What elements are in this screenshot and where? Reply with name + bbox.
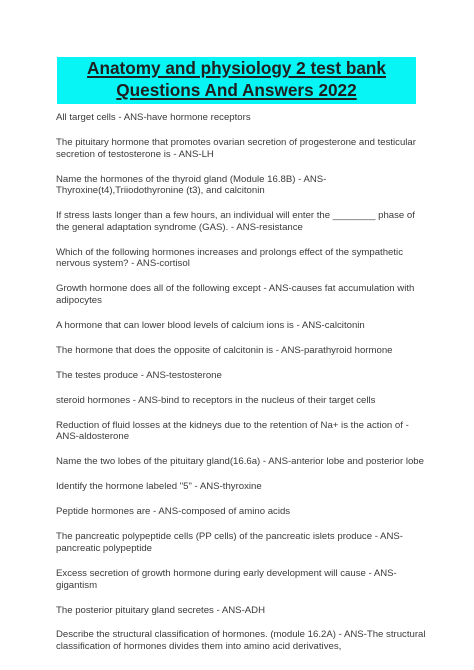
question-answer-item: Growth hormone does all of the following except - ANS-causes fat accumulation with adipocytes <box>56 283 415 306</box>
question-answer-item: The pancreatic polypeptide cells (PP cells) of the pancreatic islets produce - ANS-pancreatic polypeptide <box>56 531 403 554</box>
question-answer-item: Which of the following hormones increases and prolongs effect of the sympathetic nervous system? - ANS-cortisol <box>56 246 403 270</box>
question-answer-item: The posterior pituitary gland secretes - ANS-ADH <box>56 604 266 616</box>
question-answer-item: If stress lasts longer than a few hours, an individual will enter the ________ phase of the general adaptation syndrome (GAS). - ANS-resistance <box>56 210 415 233</box>
question-answer-item: The testes produce - ANS-testosterone <box>56 369 222 381</box>
question-answer-item: Identify the hormone labeled "5" - ANS-thyroxine <box>56 481 262 493</box>
question-answer-item: The hormone that does the opposite of calcitonin is - ANS-parathyroid hormone <box>56 344 393 356</box>
question-answer-item: A hormone that can lower blood levels of calcium ions is - ANS-calcitonin <box>56 319 365 331</box>
question-answer-item: Name the two lobes of the pituitary gland(16.6a) - ANS-anterior lobe and posterior lobe <box>56 456 424 468</box>
question-answer-item: Excess secretion of growth hormone during early development will cause - ANS-gigantism <box>56 567 397 591</box>
question-answer-item: Peptide hormones are - ANS-composed of amino acids <box>56 506 291 518</box>
document-title <box>57 57 416 101</box>
question-answer-item: The pituitary hormone that promotes ovarian secretion of progesterone and testicular secretion of testosterone is - ANS-LH <box>56 136 416 160</box>
title-line-2: Questions And Answers 2022 <box>116 80 357 100</box>
question-answer-item: All target cells - ANS-have hormone receptors <box>56 112 251 123</box>
title-line-1: Anatomy and physiology 2 test bank <box>87 58 386 78</box>
question-answer-item: steroid hormones - ANS-bind to receptors in the nucleus of their target cells <box>56 394 376 406</box>
question-answer-list <box>56 112 428 666</box>
question-answer-item: Reduction of fluid losses at the kidneys due to the retention of Na+ is the action of - ANS-aldosterone <box>56 419 409 443</box>
question-answer-item: Name the hormones of the thyroid gland (Module 16.8B) - ANS-Thyroxine(t4),Triiodothyronine (t3), and calcitonin <box>56 173 327 197</box>
question-answer-item: Describe the structural classification of hormones. (module 16.2A) - ANS-The structural classification of hormones divides them into amino acid derivatives, <box>56 629 426 653</box>
